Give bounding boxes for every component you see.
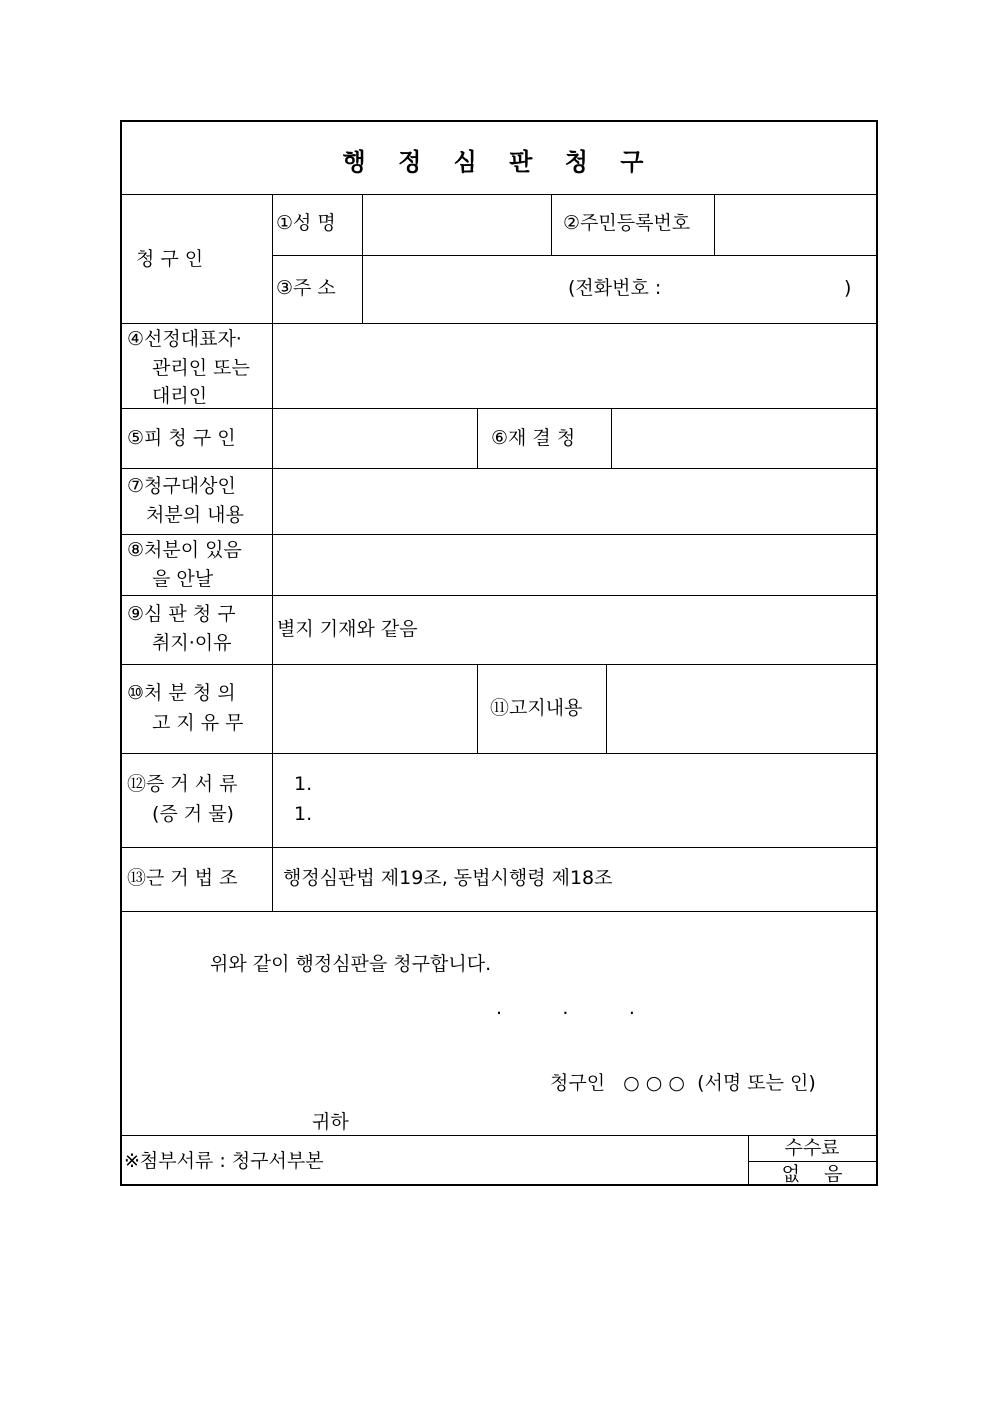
divider: [551, 194, 552, 255]
divider: [122, 847, 876, 848]
purpose-label-1: ⑨심 판 청 구: [127, 603, 236, 625]
adjudicator-field[interactable]: [612, 409, 876, 468]
legal-basis-value: 행정심판법 제19조, 동법시행령 제18조: [283, 867, 613, 889]
phone-label: (전화번호 :: [568, 277, 662, 299]
target-field[interactable]: [273, 469, 876, 534]
address-label: ③주 소: [276, 277, 336, 299]
evidence-label-2: (증 거 물): [152, 803, 234, 825]
name-label: ①성 명: [276, 212, 336, 234]
known-date-label-1: ⑧처분이 있음: [127, 539, 242, 561]
divider: [122, 753, 876, 754]
notice-field[interactable]: [273, 665, 477, 753]
fee-value: 없 음: [781, 1163, 843, 1185]
representative-label-1: ④선정대표자·: [127, 328, 242, 350]
applicant-label: 청 구 인: [136, 248, 204, 270]
rrn-label: ②주민등록번호: [563, 212, 691, 234]
petition-form: [120, 120, 878, 1186]
target-label-2: 처분의 내용: [146, 504, 244, 526]
divider: [122, 595, 876, 596]
rrn-field[interactable]: [715, 195, 876, 255]
evidence-item: 1.: [294, 773, 313, 795]
evidence-item: 1.: [294, 803, 313, 825]
notice-content-label: ⑪고지내용: [490, 697, 583, 719]
purpose-value: 별지 기재와 같음: [277, 618, 418, 640]
respondent-field[interactable]: [273, 409, 477, 468]
representative-field[interactable]: [273, 324, 876, 408]
target-label-1: ⑦청구대상인: [127, 475, 236, 497]
known-date-field[interactable]: [273, 535, 876, 595]
recipient-label: 귀하: [312, 1111, 349, 1133]
notice-label-2: 고 지 유 무: [152, 712, 244, 734]
declaration-statement: 위와 같이 행정심판을 청구합니다.: [210, 953, 492, 975]
adjudicator-label: ⑥재 결 청: [491, 427, 576, 449]
attachment-note: ※첨부서류 : 청구서부본: [124, 1150, 324, 1172]
representative-label-2: 관리인 또는: [152, 357, 250, 379]
legal-basis-label: ⑬근 거 법 조: [127, 867, 238, 889]
known-date-label-2: 을 안날: [152, 568, 214, 590]
form-title: 행 정 심 판 청 구: [342, 147, 656, 176]
date-line: . . .: [496, 997, 635, 1019]
respondent-label: ⑤피 청 구 인: [127, 427, 236, 449]
divider: [477, 664, 478, 753]
evidence-label-1: ⑫증 거 서 류: [127, 773, 238, 795]
notice-label-1: ⑩처 분 청 의: [127, 682, 236, 704]
representative-label-3: 대리인: [152, 385, 208, 407]
name-field[interactable]: [363, 195, 551, 255]
signature-line: 청구인 ○ ○ ○ (서명 또는 인): [550, 1072, 816, 1094]
notice-content-field[interactable]: [607, 665, 876, 753]
purpose-label-2: 취지·이유: [152, 632, 232, 654]
fee-label: 수수료: [784, 1137, 840, 1159]
phone-close: ): [844, 277, 852, 299]
divider: [122, 911, 876, 912]
divider: [477, 408, 478, 468]
